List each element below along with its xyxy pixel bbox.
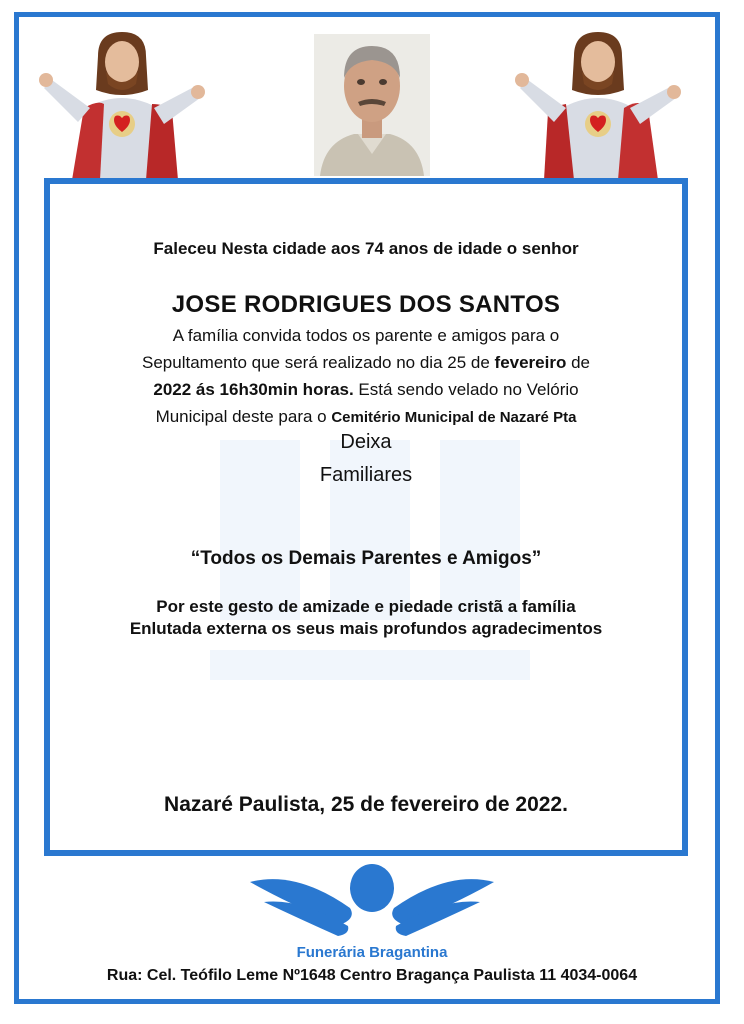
thanks-message — [44, 596, 688, 640]
family-quote: “Todos os Demais Parentes e Amigos” — [190, 548, 542, 569]
funeral-home-address: Rua: Cel. Teófilo Leme Nº1648 Centro Bragança Paulista 11 4034-0064 — [106, 967, 638, 984]
thanks-line: Enlutada externa os seus mais profundos agradecimentos — [129, 619, 603, 638]
ceremony-paragraph — [44, 322, 688, 431]
place-date: Nazaré Paulista, 25 de fevereiro de 2022. — [164, 793, 568, 816]
sacred-heart-jesus-icon — [32, 28, 212, 180]
funeral-home-logo-icon — [246, 862, 498, 942]
paragraph-line: 2022 ás 16h30min horas. Está sendo velado no Velório — [153, 380, 579, 399]
paragraph-line: Sepultamento que será realizado no dia 25 de fevereiro de — [142, 353, 590, 372]
deceased-portrait-icon — [314, 34, 430, 176]
deixa-label: Deixa — [340, 431, 392, 453]
familiares-label: Familiares — [319, 464, 413, 486]
sacred-heart-jesus-icon — [508, 28, 688, 180]
thanks-line: Por este gesto de amizade e piedade cristã a família — [156, 597, 576, 616]
paragraph-line: Municipal deste para o Cemitério Municipal de Nazaré Pta — [155, 407, 577, 426]
funeral-home-name: Funerária Bragantina — [296, 944, 448, 961]
paragraph-line: A família convida todos os parente e amigos para o — [172, 326, 560, 345]
intro-text: Faleceu Nesta cidade aos 74 anos de idade o senhor — [153, 239, 579, 258]
deceased-name: JOSE RODRIGUES DOS SANTOS — [171, 291, 561, 318]
